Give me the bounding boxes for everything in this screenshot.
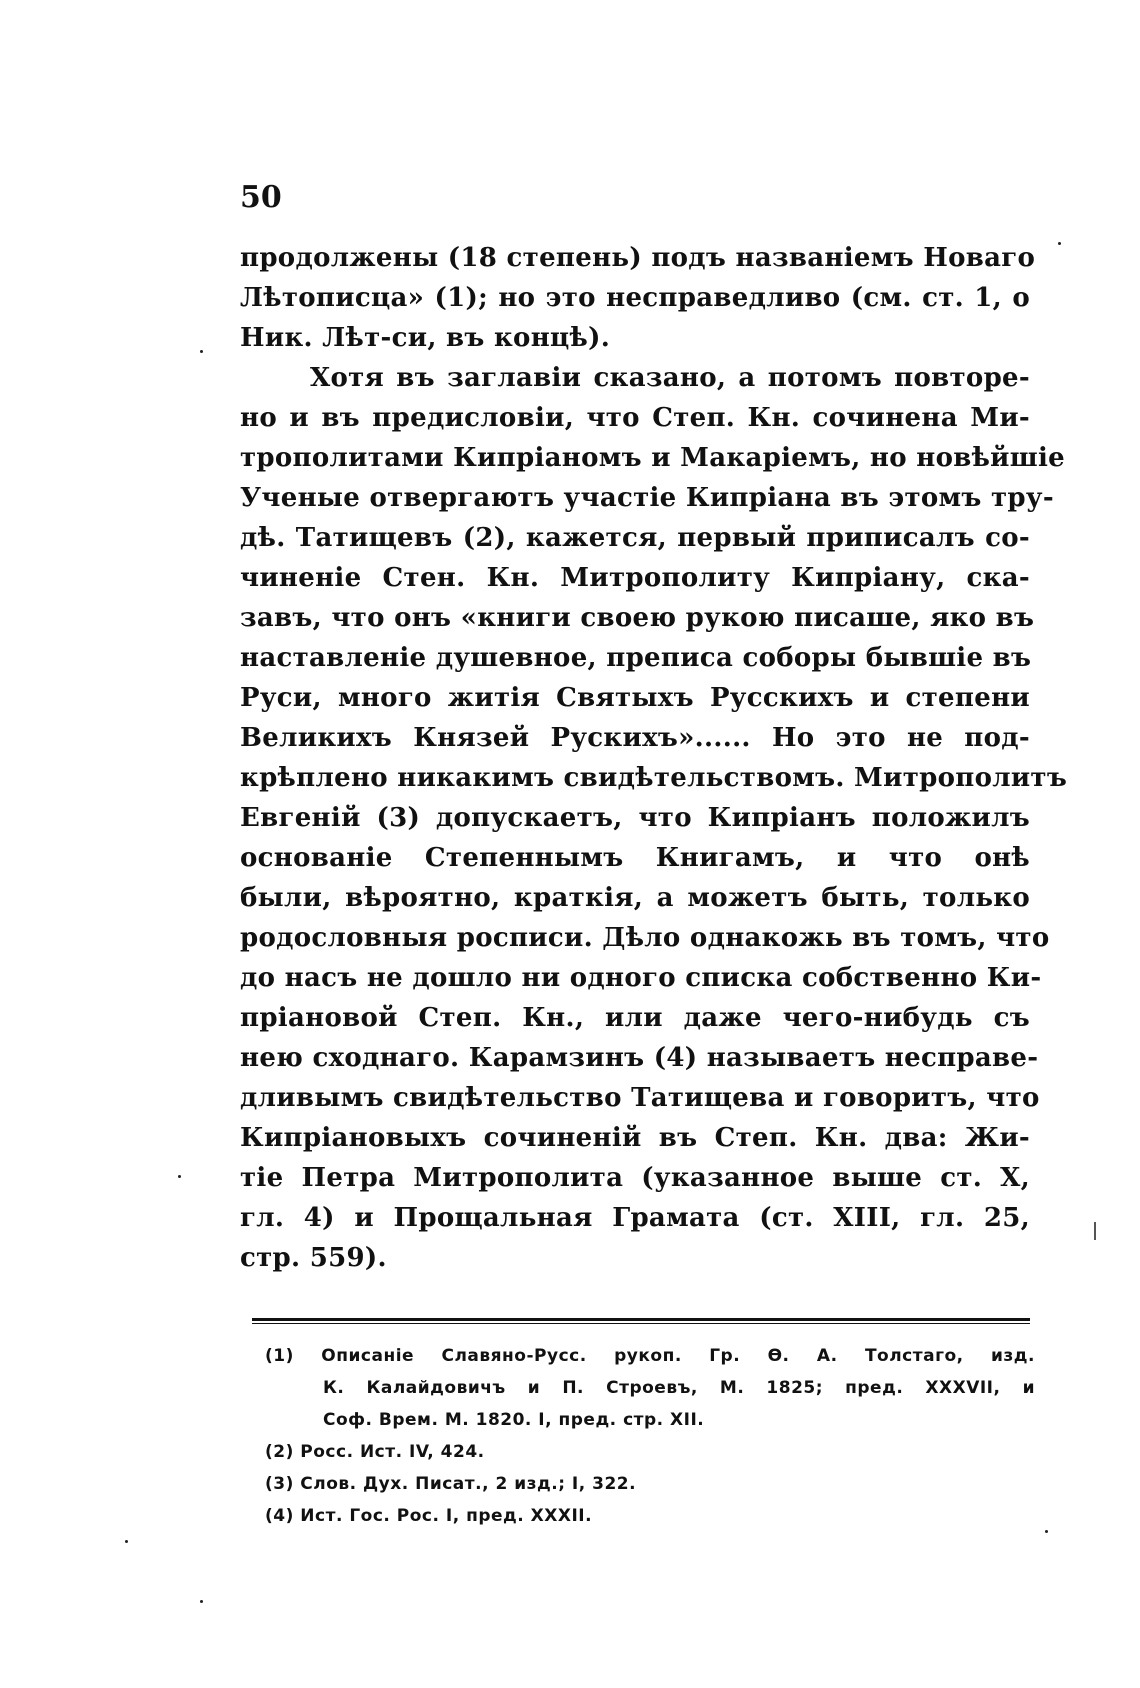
text-line: трополитами Кипріаномъ и Макаріемъ, но новѣйшіе <box>240 443 1066 473</box>
text-line: но и въ предисловіи, что Степ. Кн. сочинена Ми- <box>240 403 1030 433</box>
scan-speck <box>1045 1530 1048 1533</box>
text-line: чиненіе Стен. Кн. Митрополиту Кипріану, ска- <box>240 563 1030 593</box>
scan-speck <box>200 1600 203 1603</box>
text-line: Евгеній (3) допускаетъ, что Кипріанъ положилъ <box>240 803 1030 833</box>
text-line: Ник. Лѣт-си, въ концѣ). <box>240 323 611 353</box>
paragraph-start-line: Хотя въ заглавіи сказано, а потомъ повторе- <box>310 363 1030 393</box>
scan-speck <box>125 1540 128 1543</box>
scan-speck <box>200 350 203 353</box>
text-line: гл. 4) и Прощальная Грамата (ст. XIII, гл. 25, <box>240 1203 1030 1233</box>
text-line: дливымъ свидѣтельство Татищева и говоритъ, что <box>240 1083 1040 1113</box>
text-line: были, вѣроятно, краткія, а можетъ быть, только <box>240 883 1030 913</box>
scan-mark <box>1094 1222 1096 1240</box>
text-line: продолжены (18 степень) подъ названіемъ Новаго <box>240 243 1036 273</box>
text-line: наставленіе душевное, преписа соборы бывшіе въ <box>240 643 1032 673</box>
text-line: Руси, много житія Святыхъ Русскихъ и степени <box>240 683 1030 713</box>
footnote-separator-rule <box>252 1318 1030 1324</box>
text-line: Лѣтописца» (1); но это несправедливо (см. ст. 1, о <box>240 283 1030 313</box>
text-line: крѣплено никакимъ свидѣтельствомъ. Митрополитъ <box>240 763 1068 793</box>
footnote-4: (4) Ист. Гос. Рос. I, пред. XXXII. <box>265 1506 593 1526</box>
footnote-2: (2) Росс. Ист. IV, 424. <box>265 1442 485 1462</box>
body-text <box>240 238 1068 1278</box>
page-number: 50 <box>240 180 282 215</box>
scan-speck <box>178 1175 181 1178</box>
text-line: нею сходнаго. Карамзинъ (4) называетъ несправе- <box>240 1043 1039 1073</box>
footnote-1-continuation: К. Калайдовичъ и П. Строевъ, М. 1825; пред. XXXVII, и <box>323 1378 1035 1398</box>
text-line: до насъ не дошло ни одного списка собственно Ки- <box>240 963 1042 993</box>
text-line: Кипріановыхъ сочиненій въ Степ. Кн. два: Жи- <box>240 1123 1030 1153</box>
text-line: дѣ. Татищевъ (2), кажется, первый приписалъ со- <box>240 523 1030 553</box>
text-line: стр. 559). <box>240 1243 387 1273</box>
footnote-1: (1) Описаніе Славяно-Русс. рукоп. Гр. Ѳ. А. Толстаго, изд. <box>265 1346 1035 1366</box>
text-line: родословныя росписи. Дѣло однакожь въ томъ, что <box>240 923 1050 953</box>
text-line: Великихъ Князей Рускихъ»...... Но это не под- <box>240 723 1030 753</box>
text-line: основаніе Степеннымъ Книгамъ, и что онѣ <box>240 843 1030 873</box>
footnotes <box>265 1340 1035 1532</box>
footnote-1-continuation: Соф. Врем. М. 1820. I, пред. стр. XII. <box>323 1410 705 1430</box>
text-line: пріановой Степ. Кн., или даже чего-нибудь съ <box>240 1003 1030 1033</box>
text-line: тіе Петра Митрополита (указанное выше ст. X, <box>240 1163 1030 1193</box>
text-line: Ученые отвергаютъ участіе Кипріана въ этомъ тру- <box>240 483 1054 513</box>
footnote-3: (3) Слов. Дух. Писат., 2 изд.; I, 322. <box>265 1474 637 1494</box>
scan-speck <box>1058 242 1061 245</box>
text-line: завъ, что онъ «книги своею рукою писаше, яко въ <box>240 603 1035 633</box>
